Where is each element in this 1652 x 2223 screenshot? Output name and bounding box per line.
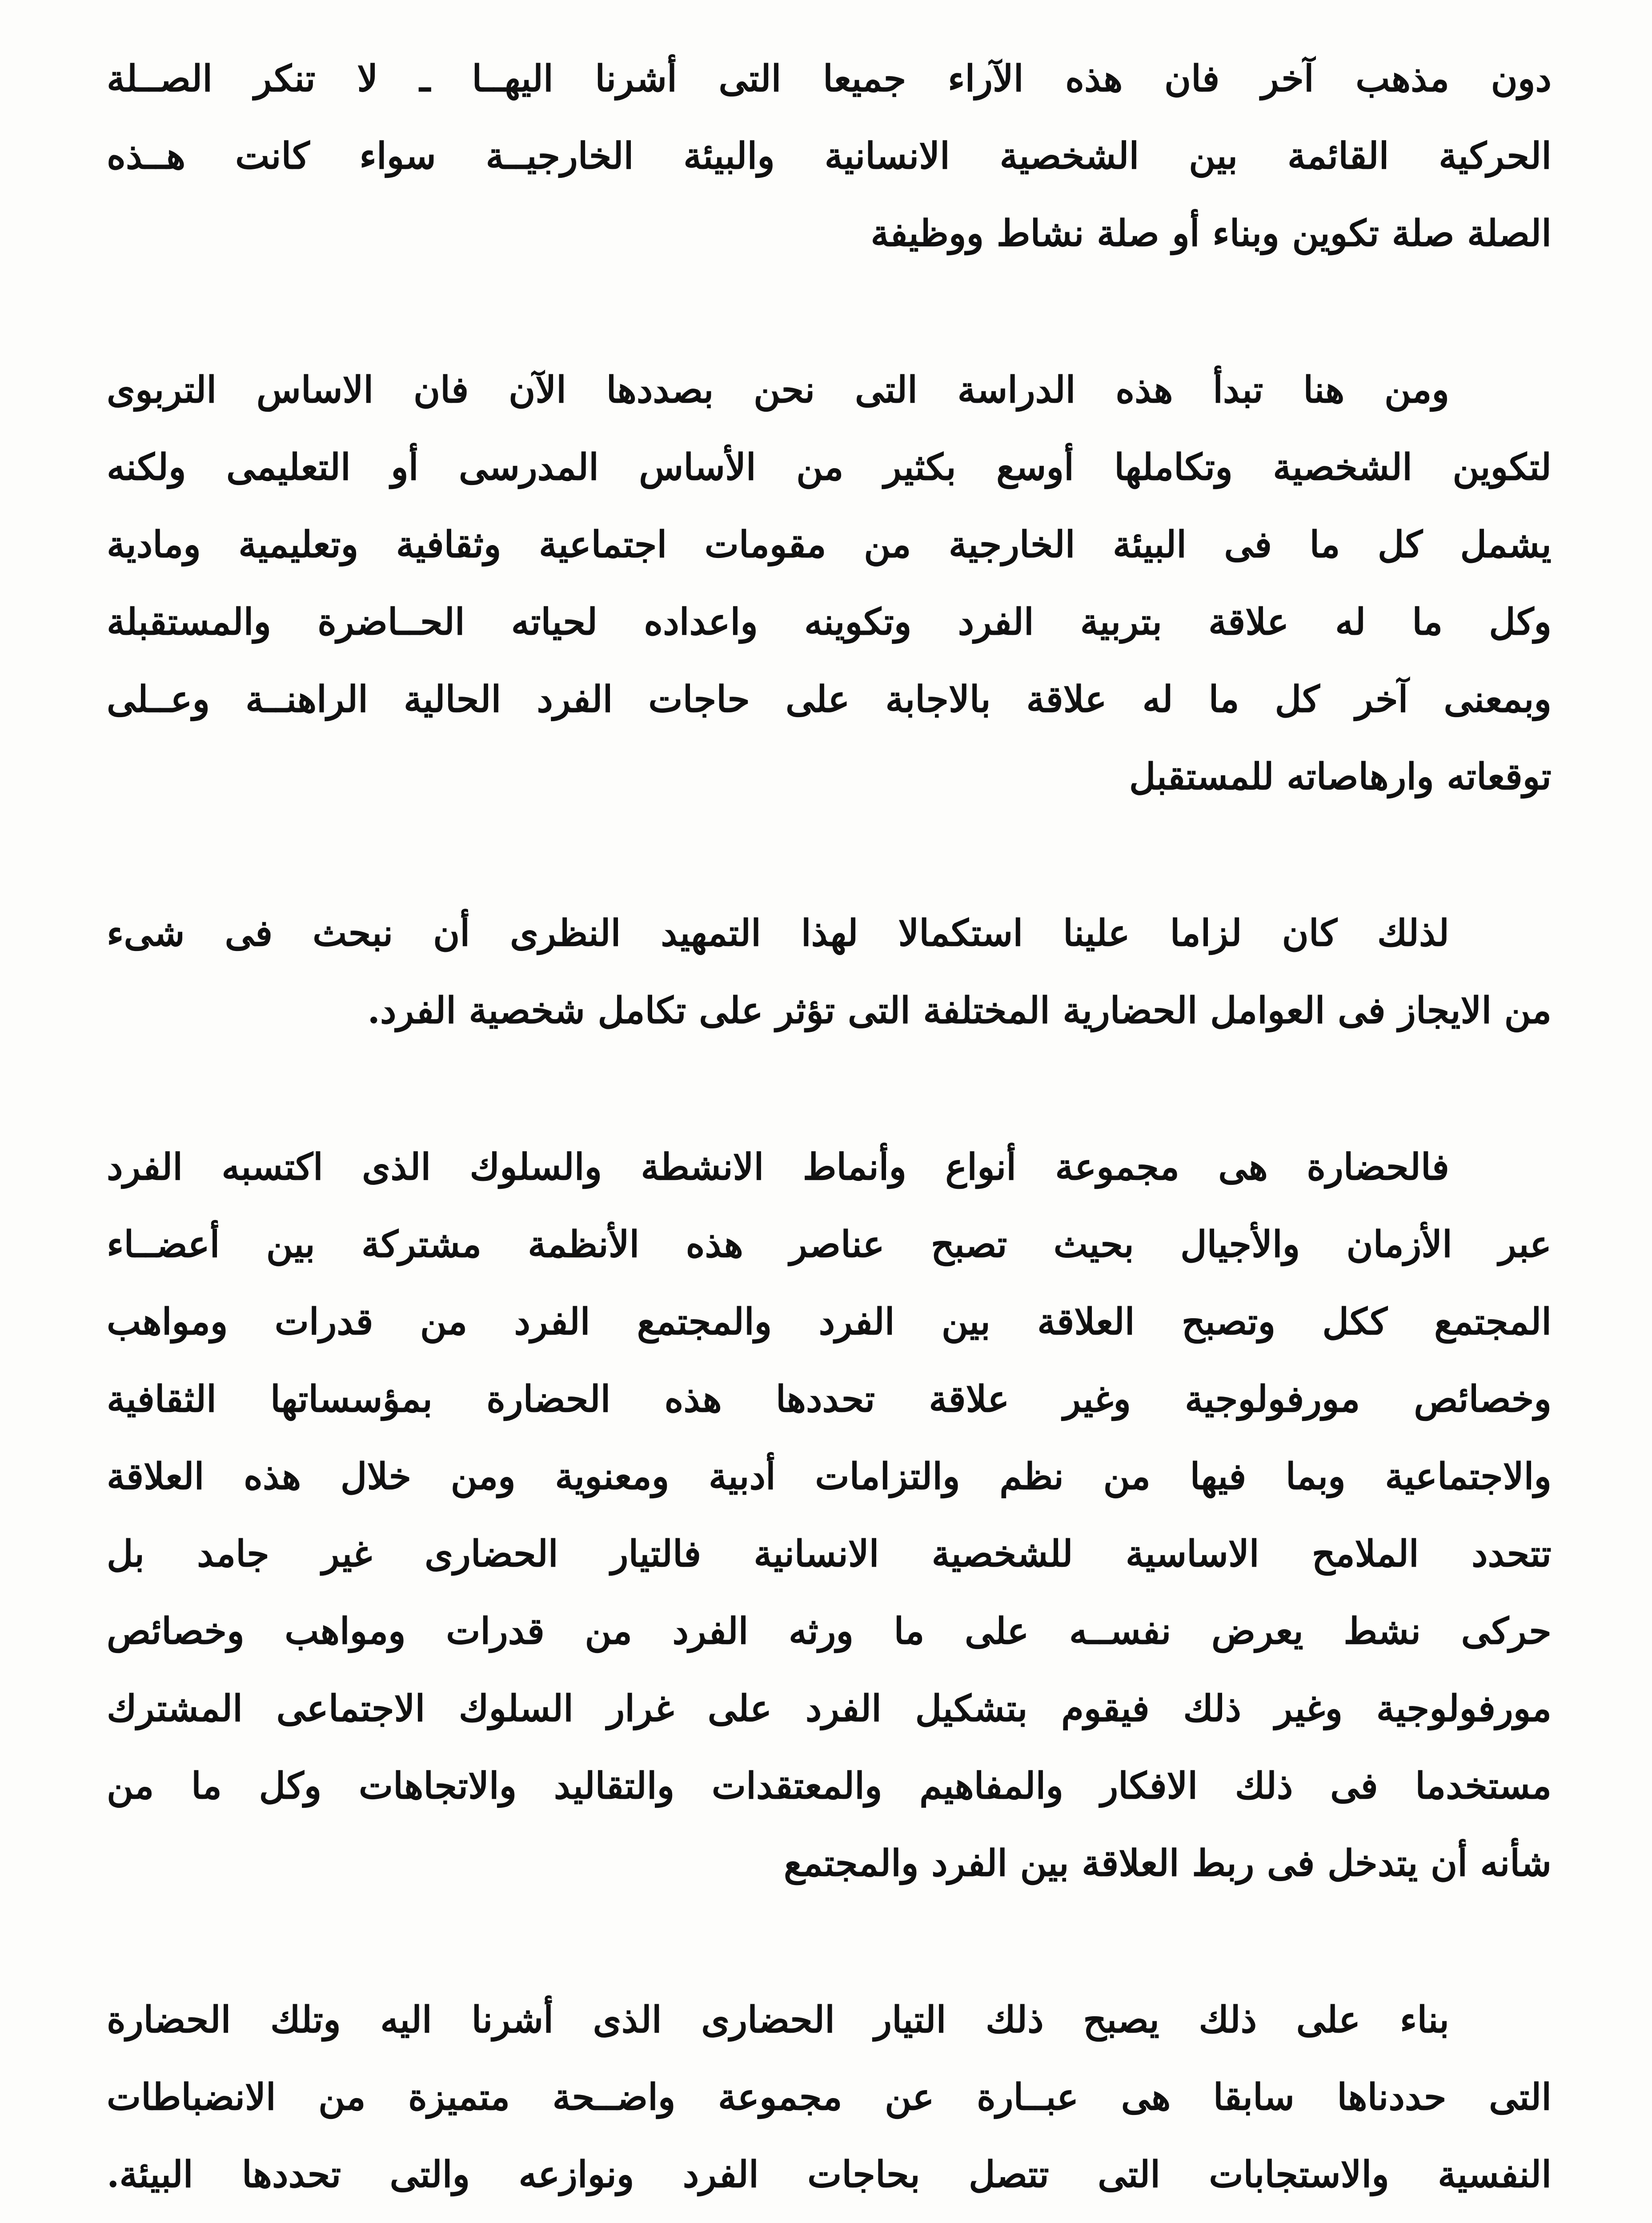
paragraph-4 [107, 1128, 1552, 1902]
text-line: والاجتماعية وبما فيها من نظم والتزامات أدبية ومعنوية ومن خلال هذه العلاقة [107, 1455, 1552, 1498]
paragraph-5 [107, 1981, 1552, 2223]
text-line: يشمل كل ما فى البيئة الخارجية من مقومات اجتماعية وثقافية وتعليمية ومادية [107, 523, 1552, 566]
text-line: عبر الأزمان والأجيال بحيث تصبح عناصر هذه الأنظمة مشتركة بين أعضــاء [107, 1223, 1552, 1266]
text-line: مورفولوجية وغير ذلك فيقوم بتشكيل الفرد على غرار السلوك الاجتماعى المشترك [107, 1687, 1552, 1730]
paragraph-3 [107, 895, 1552, 1049]
paragraph-2 [107, 351, 1552, 815]
text-line: بناء على ذلك يصبح ذلك التيار الحضارى الذى أشرنا اليه وتلك الحضارة [107, 1998, 1449, 2041]
text-line: من الايجاز فى العوامل الحضارية المختلفة التى تؤثر على تكامل شخصية الفرد. [367, 989, 1552, 1032]
text-line: لتكوين الشخصية وتكاملها أوسع بكثير من الأساس المدرسى أو التعليمى ولكنه [107, 446, 1552, 489]
text-line: مستخدما فى ذلك الافكار والمفاهيم والمعتقدات والتقاليد والاتجاهات وكل ما من [107, 1765, 1552, 1807]
text-line: وكل ما له علاقة بتربية الفرد وتكوينه واعداده لحياته الحــاضرة والمستقبلة [107, 601, 1552, 643]
text-line: وبمعنى آخر كل ما له علاقة بالاجابة على حاجات الفرد الحالية الراهنــة وعــلى [107, 678, 1552, 721]
text-line: الحركية القائمة بين الشخصية الانسانية والبيئة الخارجيــة سواء كانت هــذه [107, 135, 1552, 177]
text-line: النفسية والاستجابات التى تتصل بحاجات الفرد ونوازعه والتى تحددها البيئة. [107, 2153, 1552, 2196]
text-line: ومن هنا تبدأ هذه الدراسة التى نحن بصددها الآن فان الاساس التربوى [107, 369, 1449, 411]
text-line: حركى نشط يعرض نفســه على ما ورثه الفرد من قدرات ومواهب وخصائص [107, 1610, 1552, 1653]
text-line: لذلك كان لزاما علينا استكمالا لهذا التمهيد النظرى أن نبحث فى شىء [107, 912, 1449, 955]
paragraph-1 [107, 40, 1552, 272]
text-line: التى حددناها سابقا هى عبــارة عن مجموعة واضــحة متميزة من الانضباطات [107, 2076, 1552, 2119]
text-line: وخصائص مورفولوجية وغير علاقة تحددها هذه الحضارة بمؤسساتها الثقافية [107, 1378, 1552, 1420]
text-line: دون مذهب آخر فان هذه الآراء جميعا التى أشرنا اليهــا ـ لا تنكر الصــلة [107, 57, 1552, 100]
text-line: شأنه أن يتدخل فى ربط العلاقة بين الفرد والمجتمع [784, 1842, 1552, 1885]
text-line: تتحدد الملامح الاساسية للشخصية الانسانية فالتيار الحضارى غير جامد بل [107, 1533, 1552, 1575]
text-line: فالحضارة هى مجموعة أنواع وأنماط الانشطة والسلوك الذى اكتسبه الفرد [107, 1146, 1449, 1188]
text-line [107, 2213, 1552, 2223]
text-line: المجتمع ككل وتصبح العلاقة بين الفرد والمجتمع الفرد من قدرات ومواهب [107, 1300, 1552, 1343]
text-line: الصلة صلة تكوين وبناء أو صلة نشاط ووظيفة [870, 212, 1552, 255]
text-line: توقعاته وارهاصاته للمستقبل [1129, 755, 1552, 798]
body-text [107, 40, 1552, 2223]
